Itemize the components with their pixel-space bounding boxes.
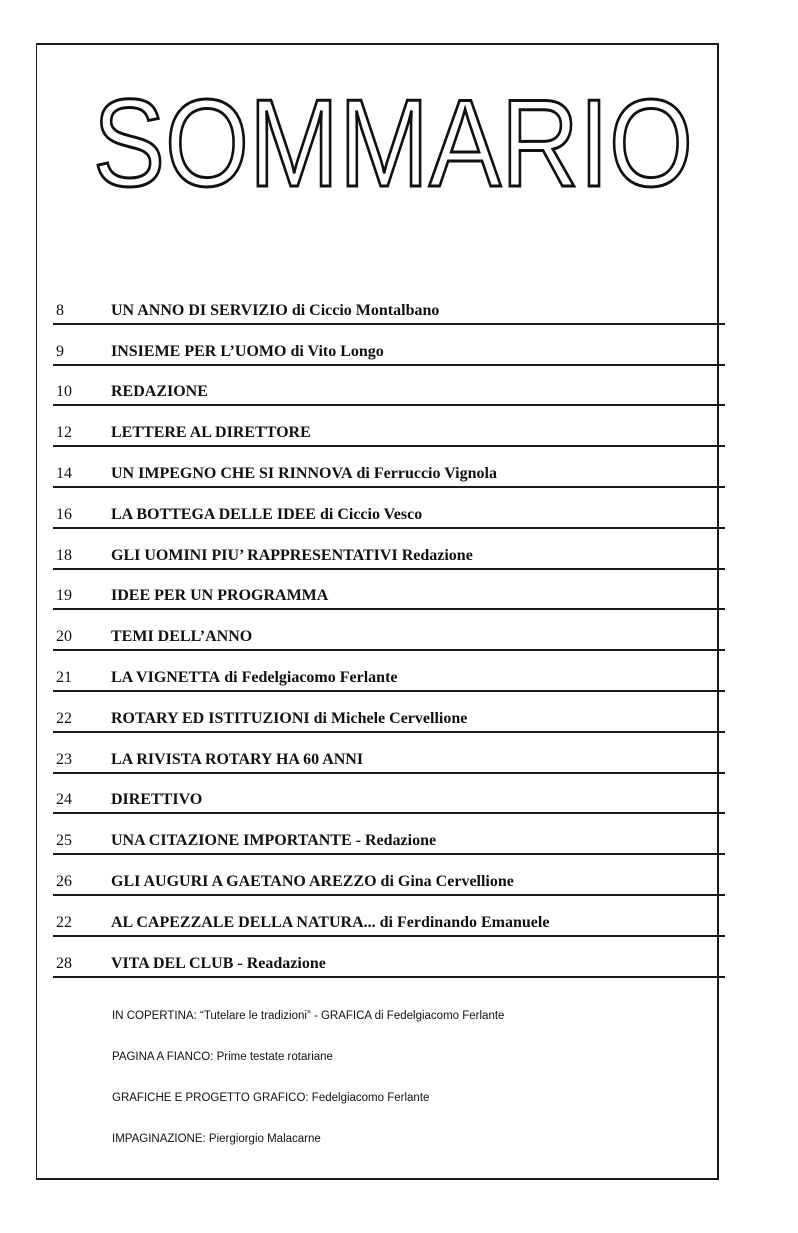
toc-entry-author: di Ferdinando Emanuele [379,913,550,931]
toc-page-number: 25 [56,832,72,850]
credit-label: GRAFICHE E PROGETTO GRAFICO: [112,1092,309,1104]
toc-page-number: 9 [56,342,64,360]
toc-entry [111,343,384,361]
toc-entry-author: di Gina Cervellione [380,872,514,890]
toc-row [53,733,725,774]
toc-entry-title: TEMI DELL’ANNO [111,628,253,646]
toc-entry-title: UNA CITAZIONE IMPORTANTE - [111,832,361,850]
toc-row [53,529,725,570]
toc-entry-title: GLI AUGURI A GAETANO AREZZO [111,872,377,890]
toc-entry-title: VITA DEL CLUB - [111,954,243,972]
toc-page-number: 26 [56,872,72,890]
toc-row [53,366,725,407]
toc-entry [111,751,363,769]
toc-entry-title: LA BOTTEGA DELLE IDEE [111,505,316,523]
toc-row [53,284,725,325]
toc-entry [111,791,202,809]
toc-entry-title: GLI UOMINI PIU’ RAPPRESENTATIVI [111,546,398,564]
toc-page-number: 18 [56,546,72,564]
credit-value: Piergiorgio Malacarne [208,1133,321,1145]
toc-entry [111,914,549,932]
toc-page-number: 22 [56,913,72,931]
toc-row [53,896,725,937]
toc-entry-author: di Ciccio Montalbano [291,301,440,319]
toc-row [53,937,725,978]
credit-line [112,1051,672,1092]
toc-entry-author: Redazione [401,546,473,564]
credit-label: IN COPERTINA: [112,1010,197,1022]
toc-entry [111,710,467,728]
toc-row [53,855,725,896]
toc-entry-title: ROTARY ED ISTITUZIONI [111,709,310,727]
toc-row [53,651,725,692]
credit-line [112,1133,672,1174]
toc-entry-title: LETTERE AL DIRETTORE [111,424,311,442]
credits-block [112,1010,672,1174]
toc-entry [111,383,208,401]
toc-page-number: 22 [56,709,72,727]
page-title [88,75,698,213]
toc-row [53,774,725,815]
toc-page-number: 8 [56,301,64,319]
table-of-contents [53,284,725,978]
toc-page-number: 20 [56,628,72,646]
toc-entry [111,873,514,891]
toc-entry-author: di Ferruccio Vignola [356,464,497,482]
toc-row [53,406,725,447]
toc-entry [111,547,473,565]
credit-label: PAGINA A FIANCO: [112,1051,214,1063]
toc-page-number: 16 [56,505,72,523]
toc-entry-author: Readazione [246,954,326,972]
credit-line [112,1092,672,1133]
toc-page-number: 23 [56,750,72,768]
toc-row [53,325,725,366]
toc-entry-title: IDEE PER UN PROGRAMMA [111,587,329,605]
toc-entry [111,669,398,687]
title-text: SOMMARIO [93,75,693,213]
toc-entry [111,506,422,524]
toc-page-number: 19 [56,587,72,605]
toc-entry [111,955,326,973]
toc-entry-author: di Fedelgiacomo Ferlante [224,668,398,686]
toc-entry-author: di Michele Cervellione [313,709,468,727]
credit-value: Prime testate rotariane [216,1051,333,1063]
toc-row [53,570,725,611]
toc-entry-title: INSIEME PER L’UOMO [111,342,287,360]
toc-entry [111,302,439,320]
toc-row [53,447,725,488]
toc-entry [111,465,497,483]
toc-row [53,692,725,733]
toc-entry [111,424,311,442]
credit-label: IMPAGINAZIONE: [112,1133,206,1145]
credit-line [112,1010,672,1051]
toc-row [53,610,725,651]
toc-entry-title: REDAZIONE [111,383,208,401]
toc-entry [111,628,252,646]
toc-page-number: 28 [56,954,72,972]
title-outline-lettering [88,75,698,213]
toc-entry-title: DIRETTIVO [111,791,203,809]
toc-row [53,814,725,855]
toc-entry-author: Redazione [364,832,437,850]
toc-entry [111,832,436,850]
toc-page-number: 12 [56,424,72,442]
toc-entry-title: UN ANNO DI SERVIZIO [111,301,288,319]
toc-page-number: 10 [56,383,72,401]
toc-page-number: 21 [56,668,72,686]
toc-entry-author: di Vito Longo [290,342,384,360]
toc-page-number: 24 [56,791,72,809]
toc-entry-title: LA RIVISTA ROTARY HA 60 ANNI [111,750,364,768]
toc-entry [111,587,328,605]
toc-entry-author: di Ciccio Vesco [319,505,423,523]
toc-row [53,488,725,529]
toc-page-number: 14 [56,464,72,482]
toc-entry-title: UN IMPEGNO CHE SI RINNOVA [111,464,353,482]
toc-entry-title: LA VIGNETTA [111,668,221,686]
toc-entry-title: AL CAPEZZALE DELLA NATURA... [111,913,376,931]
credit-value: “Tutelare le tradizioni” - GRAFICA di Fedelgiacomo Ferlante [199,1010,505,1022]
credit-value: Fedelgiacomo Ferlante [311,1092,430,1104]
